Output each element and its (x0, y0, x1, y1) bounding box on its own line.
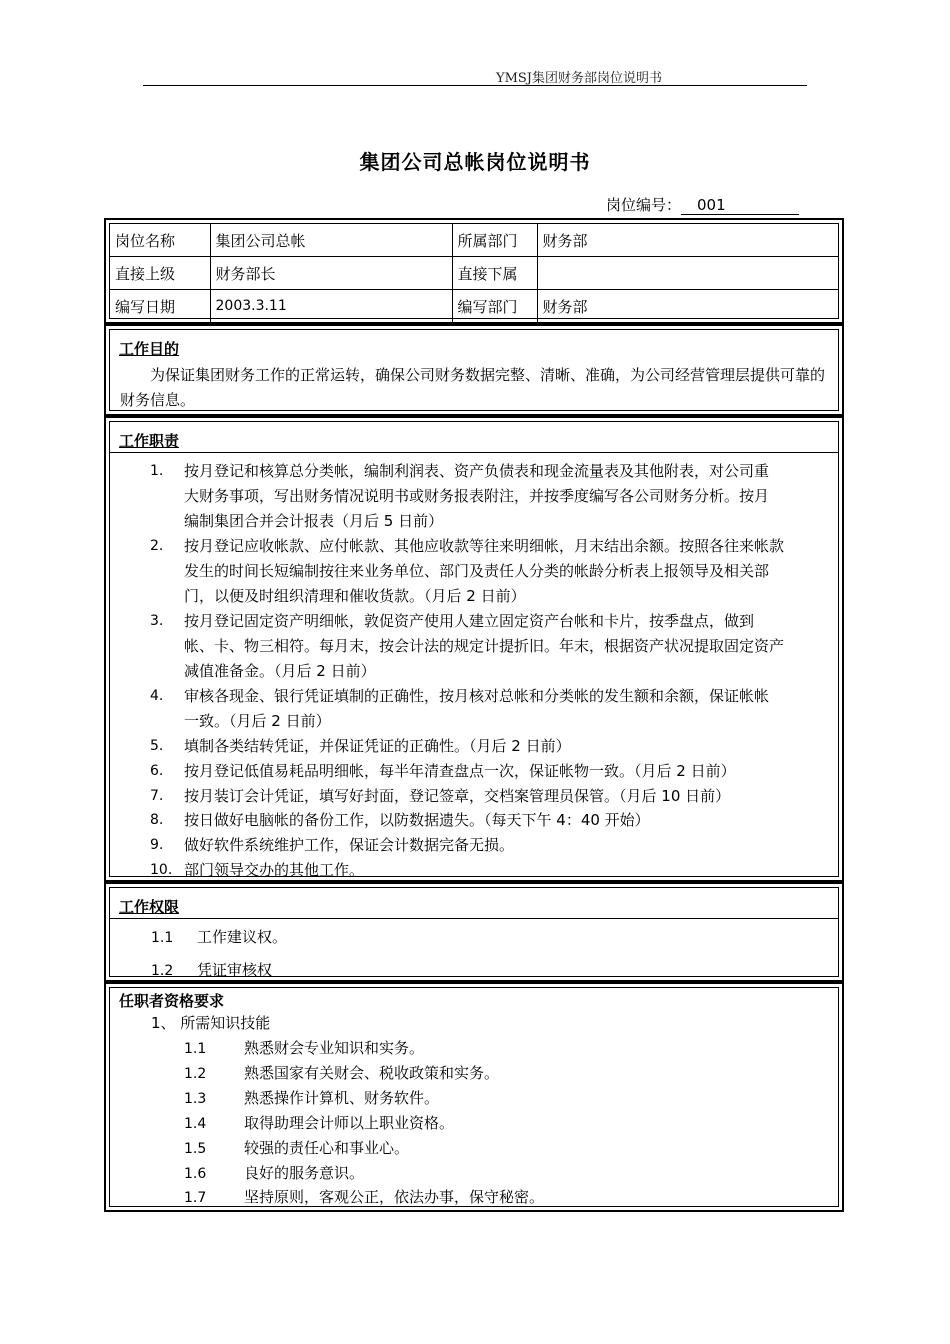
qualification-item: 1.6 良好的服务意识。 (184, 1164, 365, 1182)
info-value: 集团公司总帐 (210, 224, 452, 257)
qualifications-title: 任职者资格要求 (119, 992, 225, 1010)
info-label: 直接下属 (452, 257, 537, 290)
info-label: 直接上级 (110, 257, 210, 290)
qualification-item: 1.3 熟悉操作计算机、财务软件。 (184, 1089, 440, 1107)
duty-text: 填制各类结转凭证，并保证凭证的正确性。（月后 2 日前） (184, 737, 571, 755)
duties-title: 工作职责 (119, 432, 180, 450)
duty-number: 5. (150, 738, 164, 754)
duty-text: 按月登记和核算总分类帐，编制利润表、资产负债表和现金流量表及其他附表，对公司重 大财务事项，写出财务情况说明书或财务报表附注，并按季度编写各公司财务分析。按月 编制集团合并会计报表（月后 5 日前） (184, 462, 770, 530)
info-value: 财务部 (537, 224, 838, 257)
duty-number: 10. (150, 862, 173, 878)
duties-divider (110, 452, 838, 453)
info-label: 岗位名称 (110, 224, 210, 257)
qualification-item: 1.4 取得助理会计师以上职业资格。 (184, 1114, 455, 1132)
authority-divider (110, 918, 838, 919)
duty-number: 9. (150, 837, 164, 853)
qualifications-group: 1、 所需知识技能 (151, 1014, 271, 1032)
duty-text: 按月登记固定资产明细帐，敦促资产使用人建立固定资产台帐和卡片，按季盘点，做到 帐、卡、物三相符。每月末，按会计法的规定计提折旧。年末，根据资产状况提取固定资产 减值准备金。（月后 2 日前） (184, 612, 785, 680)
duty-text: 按月登记应收帐款、应付帐款、其他应收款等往来明细帐，月末结出余额。按照各往来帐款 发生的时间长短编制按往来业务单位、部门及责任人分类的帐龄分析表上报领导及相关部 门，以便及时组织清理和催收货款。（月后 2 日前） (184, 537, 785, 605)
authority-number: 1.2 (151, 963, 174, 979)
info-block (104, 218, 844, 324)
authority-number: 1.1 (151, 930, 174, 946)
duty-number: 8. (150, 812, 164, 828)
duty-text: 审核各现金、银行凭证填制的正确性，按月核对总帐和分类帐的发生额和余额，保证帐帐 一致。（月后 2 日前） (184, 687, 770, 730)
purpose-text: 为保证集团财务工作的正常运转，确保公司财务数据完整、清晰、准确，为公司经营管理层提供可靠的财务信息。 (120, 366, 826, 409)
header-rule (143, 85, 807, 86)
position-number-label: 岗位编号： (606, 196, 682, 214)
duty-number: 6. (150, 763, 164, 779)
duty-number: 3. (150, 613, 164, 629)
info-row (110, 224, 838, 257)
authority-title: 工作权限 (119, 898, 180, 916)
qualification-item: 1.7 坚持原则，客观公正，依法办事，保守秘密。 (184, 1188, 545, 1206)
authority-item (151, 958, 272, 983)
authority-text: 凭证审核权 (197, 961, 273, 979)
purpose-section (104, 324, 844, 416)
duty-text: 按月登记低值易耗品明细帐，每半年清查盘点一次，保证帐物一致。（月后 2 日前） (184, 762, 736, 780)
qualification-item: 1.2 熟悉国家有关财会、税收政策和实务。 (184, 1064, 500, 1082)
authority-item (151, 925, 287, 950)
qualification-item: 1.1 熟悉财会专业知识和实务。 (184, 1039, 425, 1057)
document-title: 集团公司总帐岗位说明书 (359, 150, 591, 174)
purpose-title: 工作目的 (119, 340, 180, 358)
info-row (110, 257, 838, 290)
duty-text: 做好软件系统维护工作，保证会计数据完备无损。 (184, 836, 515, 854)
qualification-item: 1.5 较强的责任心和事业心。 (184, 1139, 410, 1157)
duty-number: 4. (150, 688, 164, 704)
qualifications-section (104, 982, 844, 1212)
duty-number: 7. (150, 788, 164, 804)
duty-text: 按日做好电脑帐的备份工作，以防数据遗失。（每天下午 4：40 开始） (184, 811, 650, 829)
info-label: 编写部门 (452, 290, 537, 323)
info-value: 财务部长 (210, 257, 452, 290)
duty-number: 2. (150, 538, 164, 554)
authority-section (104, 882, 844, 982)
position-number-value: 001 (681, 196, 799, 215)
info-value: 财务部 (537, 290, 838, 323)
duty-number: 1. (150, 463, 164, 479)
info-row (110, 290, 838, 323)
info-value: 2003.3.11 (210, 290, 452, 323)
running-header: YMSJ集团财务部岗位说明书 (496, 71, 663, 86)
info-value (537, 257, 838, 290)
info-label: 编写日期 (110, 290, 210, 323)
info-label: 所属部门 (452, 224, 537, 257)
duty-text: 按月装订会计凭证，填写好封面，登记签章，交档案管理员保管。（月后 10 日前） (184, 787, 731, 805)
authority-text: 工作建议权。 (197, 928, 288, 946)
position-number (606, 194, 799, 215)
duties-section (104, 416, 844, 882)
duty-text: 部门领导交办的其他工作。 (184, 861, 365, 879)
info-table (110, 224, 838, 322)
